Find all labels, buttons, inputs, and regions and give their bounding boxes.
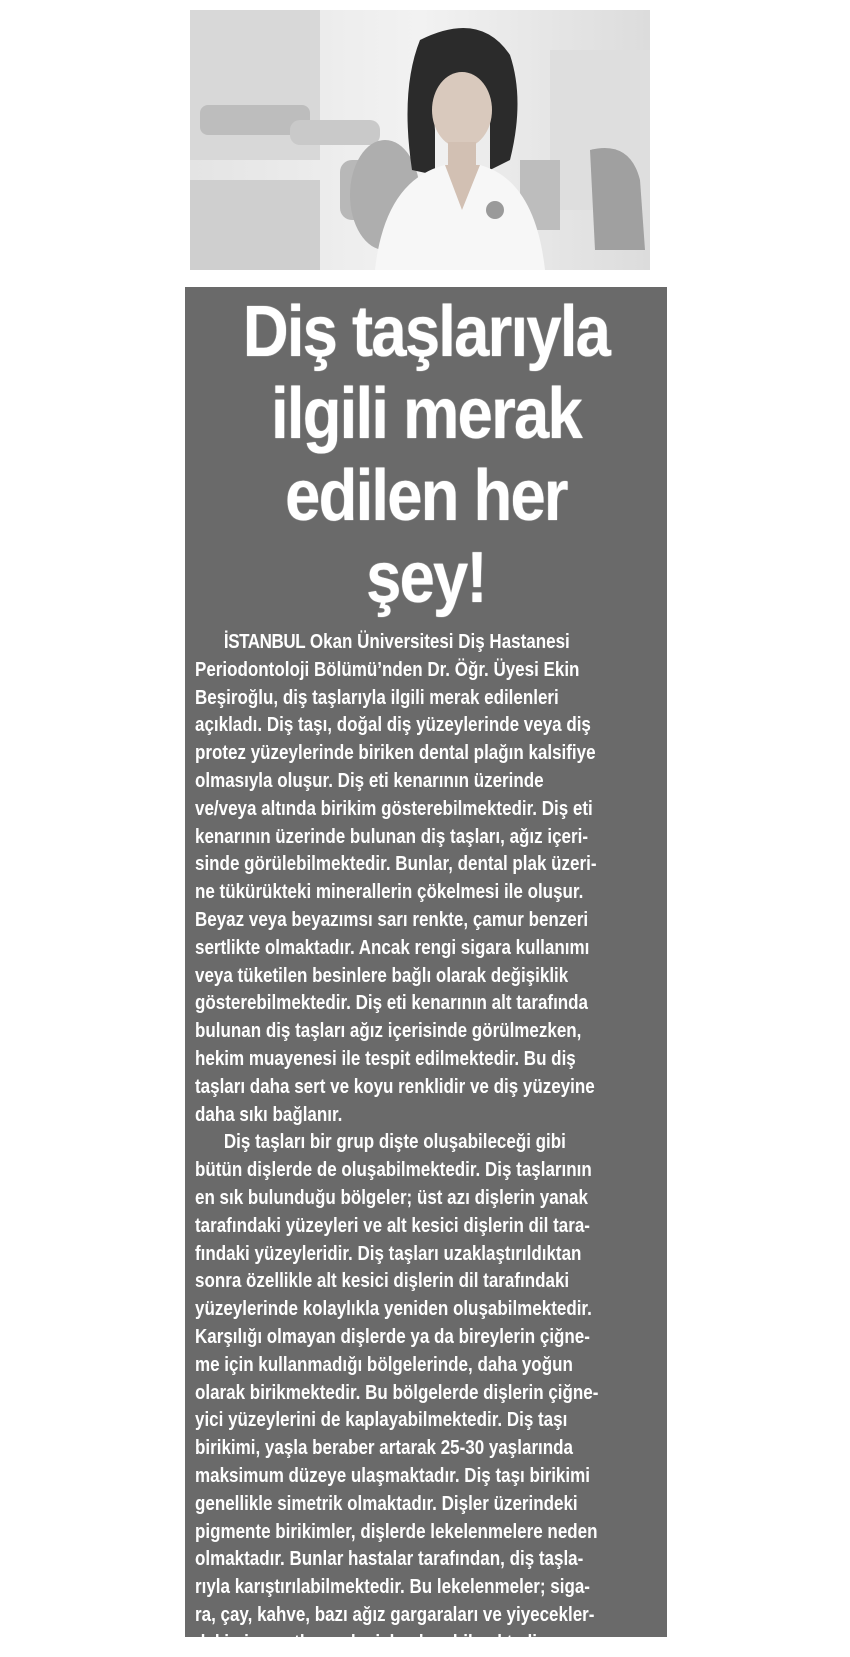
paragraph-1	[195, 629, 651, 1129]
headline-line-1: Diş taşlarıyla	[242, 292, 610, 372]
headline-line-2: ilgili merak	[271, 374, 581, 454]
article-photo	[190, 10, 650, 270]
paragraph-1-text: Okan Üniversitesi Diş Hastanesi Periodontoloji Bölümü’nden Dr. Öğr. Üyesi Ekin Beşiroğlu, diş taşlarıyla ilgili merak edilenleri açıkladı. Diş taşı, doğal diş yüzeylerinde veya diş protez yüzeylerinde biriken dental plağın kalsifiye olmasıyla oluşur. Diş eti kenarının üzerinde ve/veya altında birikim gösterebilmektedir. Diş eti kenarının üzerinde bulunan diş taşları, ağız içeri- sinde görülebilmektedir. Bunlar, dental plak üzeri- ne tükürükteki minerallerin çökelmesi ile oluşur. Beyaz veya beyazımsı sarı renkte, çamur benzeri sertlikte olmaktadır. Ancak rengi sigara kullanımı veya tüketilen besinlere bağlı olarak değişiklik gösterebilmektedir. Diş eti kenarının alt tarafında bulunan diş taşları ağız içerisinde görülmezken, hekim muayenesi ile tespit edilmektedir. Bu diş taşları daha sert ve koyu renklidir ve diş yüzeyine daha sıkı bağlanır.	[195, 631, 597, 1126]
article-panel	[185, 287, 667, 1654]
article-body	[195, 629, 651, 1657]
headline-line-3: edilen her şey!	[285, 456, 567, 618]
headline	[223, 287, 630, 619]
dateline: İSTANBUL	[223, 631, 306, 653]
paragraph-2: Diş taşları bir grup dişte oluşabileceği gibi bütün dişlerde de oluşabilmektedir. Diş taşlarının en sık bulunduğu bölgeler; üst azı dişlerin yanak tarafındaki yüzeyleri ve alt kesici dişlerin dil tara- fındaki yüzeyleridir. Diş taşları uzaklaştırıldıktan sonra özellikle alt kesici dişlerin dil tarafındaki yüzeylerinde kolaylıkla yeniden oluşabilmektedir. Karşılığı olmayan dişlerde ya da bireylerin çiğne- me için kullanmadığı bölgelerinde, daha yoğun olarak birikmektedir. Bu bölgelerde dişlerin çiğne- yici yüzeylerini de kaplayabilmektedir. Diş taşı birikimi, yaşla beraber artarak 25-30 yaşlarında maksimum düzeye ulaşmaktadır. Diş taşı birikimi genellikle simetrik olmaktadır. Dişler üzerindeki pigmente birikimler, dişlerde lekelenmelere neden olmaktadır. Bunlar hastalar tarafından, diş taşla- rıyla karıştırılabilmektedir. Bu lekelenmeler; siga- ra, çay, kahve, bazı ağız gargaraları ve yiyecekler- deki pigmentler nedeniyle oluşabilmektedir.	[195, 1131, 599, 1654]
doctor-portrait-image	[190, 10, 650, 270]
